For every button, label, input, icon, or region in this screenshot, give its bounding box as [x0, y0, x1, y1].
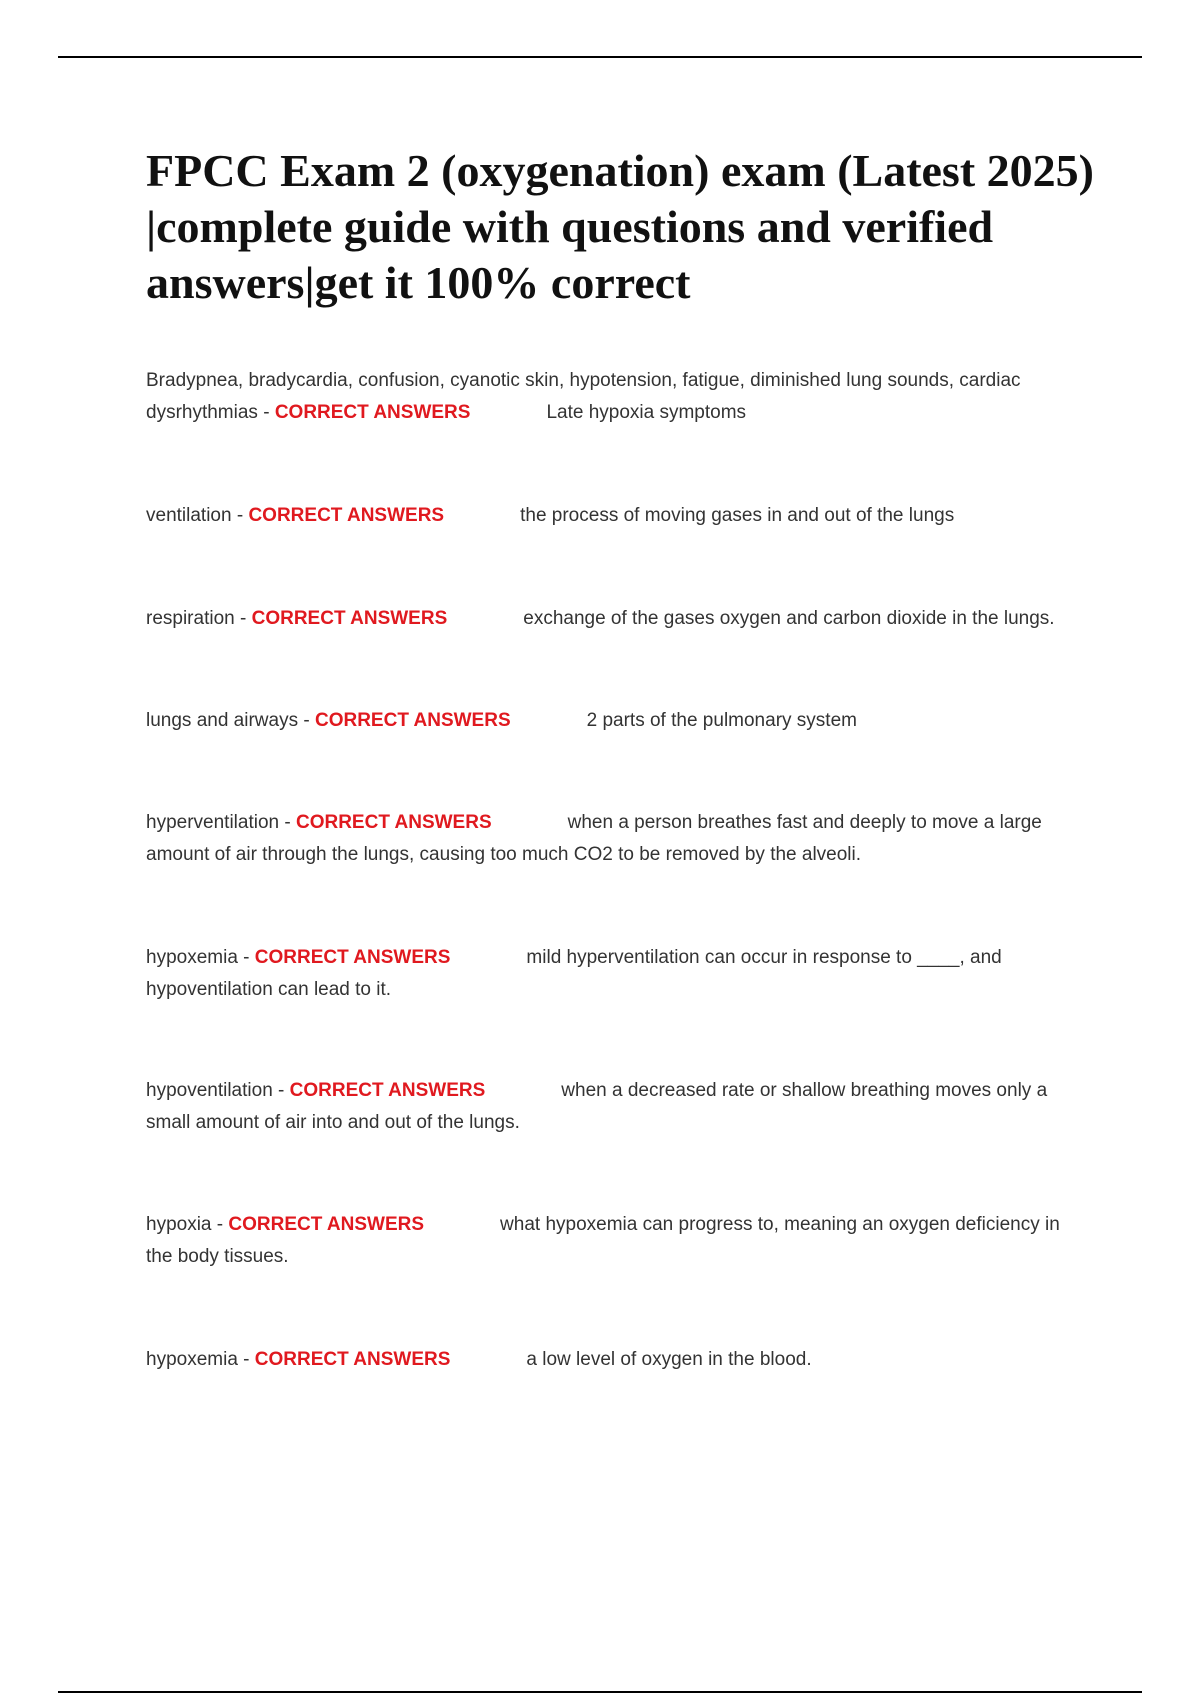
separator: -: [257, 402, 275, 423]
answer-text: mild hyperventilation can occur in response to ____, and hypoventilation can lead to it.: [146, 947, 1002, 1000]
qa-item: [146, 1344, 1091, 1376]
question-term: respiration: [146, 608, 235, 629]
separator: -: [279, 812, 296, 833]
page-title: FPCC Exam 2 (oxygenation) exam (Latest 2025) |complete guide with questions and verified answers|get it 100% correct: [146, 145, 1094, 308]
bottom-rule: [58, 1691, 1142, 1693]
answer-text: the process of moving gases in and out of the lungs: [520, 505, 955, 526]
question-term: hyperventilation: [146, 812, 280, 833]
answer-text: exchange of the gases oxygen and carbon dioxide in the lungs.: [523, 608, 1055, 629]
qa-item: [146, 365, 1091, 429]
question-term: hypoxia: [146, 1214, 212, 1235]
answer-text: 2 parts of the pulmonary system: [586, 710, 857, 731]
qa-item: [146, 807, 1091, 871]
qa-item: [146, 1075, 1091, 1139]
qa-item: [146, 705, 1091, 737]
separator: -: [237, 1349, 255, 1370]
question-term: ventilation: [146, 505, 232, 526]
qa-item: [146, 603, 1091, 635]
correct-answers-label: CORRECT ANSWERS: [289, 1080, 486, 1101]
question-term: hypoxemia: [146, 947, 238, 968]
correct-answers-label: CORRECT ANSWERS: [251, 608, 448, 629]
separator: -: [237, 947, 255, 968]
correct-answers-label: CORRECT ANSWERS: [254, 947, 451, 968]
answer-text: Late hypoxia symptoms: [546, 402, 747, 423]
separator: -: [272, 1080, 290, 1101]
qa-item: [146, 942, 1091, 1006]
correct-answers-label: CORRECT ANSWERS: [248, 505, 445, 526]
qa-item: [146, 1209, 1091, 1273]
separator: -: [231, 505, 249, 526]
question-term: hypoventilation: [146, 1080, 273, 1101]
answer-text: when a decreased rate or shallow breathing moves only a small amount of air into and out of the lungs.: [146, 1080, 1048, 1133]
separator: -: [298, 710, 315, 731]
top-rule: [58, 56, 1142, 58]
question-term: lungs and airways: [146, 710, 299, 731]
correct-answers-label: CORRECT ANSWERS: [228, 1214, 425, 1235]
question-term: hypoxemia: [146, 1349, 238, 1370]
question-term: Bradypnea, bradycardia, confusion, cyanotic skin, hypotension, fatigue, diminished lung sounds, cardiac dysrhythmias: [146, 370, 1021, 423]
correct-answers-label: CORRECT ANSWERS: [254, 1349, 451, 1370]
correct-answers-label: CORRECT ANSWERS: [314, 710, 511, 731]
answer-text: what hypoxemia can progress to, meaning an oxygen deficiency in the body tissues.: [146, 1214, 1060, 1267]
correct-answers-label: CORRECT ANSWERS: [295, 812, 492, 833]
answer-text: when a person breathes fast and deeply to move a large amount of air through the lungs, causing too much CO2 to be removed by the alveoli.: [146, 812, 1042, 865]
qa-item: [146, 500, 1091, 532]
answer-text: a low level of oxygen in the blood.: [526, 1349, 812, 1370]
correct-answers-label: CORRECT ANSWERS: [274, 402, 471, 423]
separator: -: [211, 1214, 229, 1235]
separator: -: [234, 608, 252, 629]
